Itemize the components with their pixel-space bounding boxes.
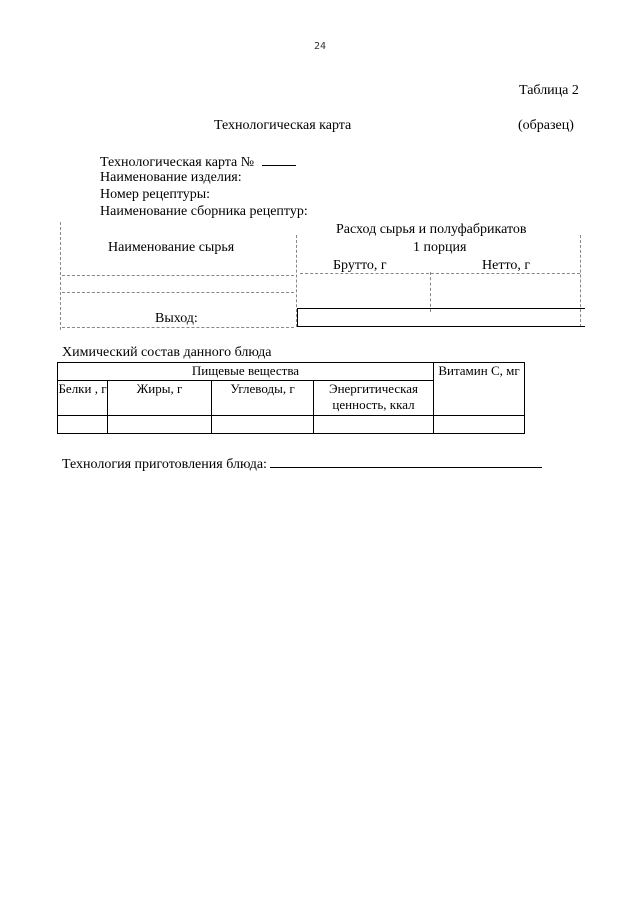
vitamin-value-cell <box>434 416 525 434</box>
proteins-header: Белки , г <box>58 381 108 416</box>
technology-label: Технология приготовления блюда: <box>62 457 267 472</box>
recipe-number-label: Номер рецептуры: <box>100 187 211 202</box>
consumption-header: Расход сырья и полуфабрикатов <box>336 222 527 237</box>
table-divider-gross-net <box>430 272 431 312</box>
table-yield-cell-left <box>297 308 298 326</box>
table-row-line <box>297 326 585 327</box>
technology-field <box>62 455 542 473</box>
gross-header: Брутто, г <box>333 258 387 273</box>
energy-value-cell <box>314 416 434 434</box>
table-label: Таблица 2 <box>519 83 579 98</box>
table-row-line <box>62 292 294 293</box>
table-row-line <box>297 308 585 309</box>
card-number-label: Технологическая карта № <box>100 155 255 170</box>
sample-note: (образец) <box>518 118 574 133</box>
carbs-header: Углеводы, г <box>212 381 314 416</box>
fats-value-cell <box>108 416 212 434</box>
carbs-value-cell <box>212 416 314 434</box>
table-border-left <box>60 222 61 330</box>
proteins-value-cell <box>58 416 108 434</box>
raw-name-header: Наименование сырья <box>108 240 235 255</box>
table-row-line <box>62 275 294 276</box>
page-number: 24 <box>314 41 327 52</box>
card-number-blank <box>262 153 296 166</box>
chem-section-title: Химический состав данного блюда <box>62 345 272 360</box>
nutrients-header: Пищевые вещества <box>58 363 434 381</box>
net-header: Нетто, г <box>482 258 531 273</box>
technology-blank <box>270 455 542 468</box>
energy-header: Энергитическая ценность, ккал <box>314 381 434 416</box>
document-title: Технологическая карта <box>214 118 352 133</box>
yield-label: Выход: <box>155 311 198 326</box>
vitamin-header: Витамин С, мг <box>434 363 525 416</box>
portion-header: 1 порция <box>413 240 467 255</box>
chem-composition-table <box>57 362 525 434</box>
table-border-right <box>580 235 581 327</box>
collection-name-label: Наименование сборника рецептур: <box>100 204 308 219</box>
card-number-field <box>100 153 296 171</box>
product-name-label: Наименование изделия: <box>100 170 242 185</box>
table-row-line <box>62 327 294 328</box>
fats-header: Жиры, г <box>108 381 212 416</box>
